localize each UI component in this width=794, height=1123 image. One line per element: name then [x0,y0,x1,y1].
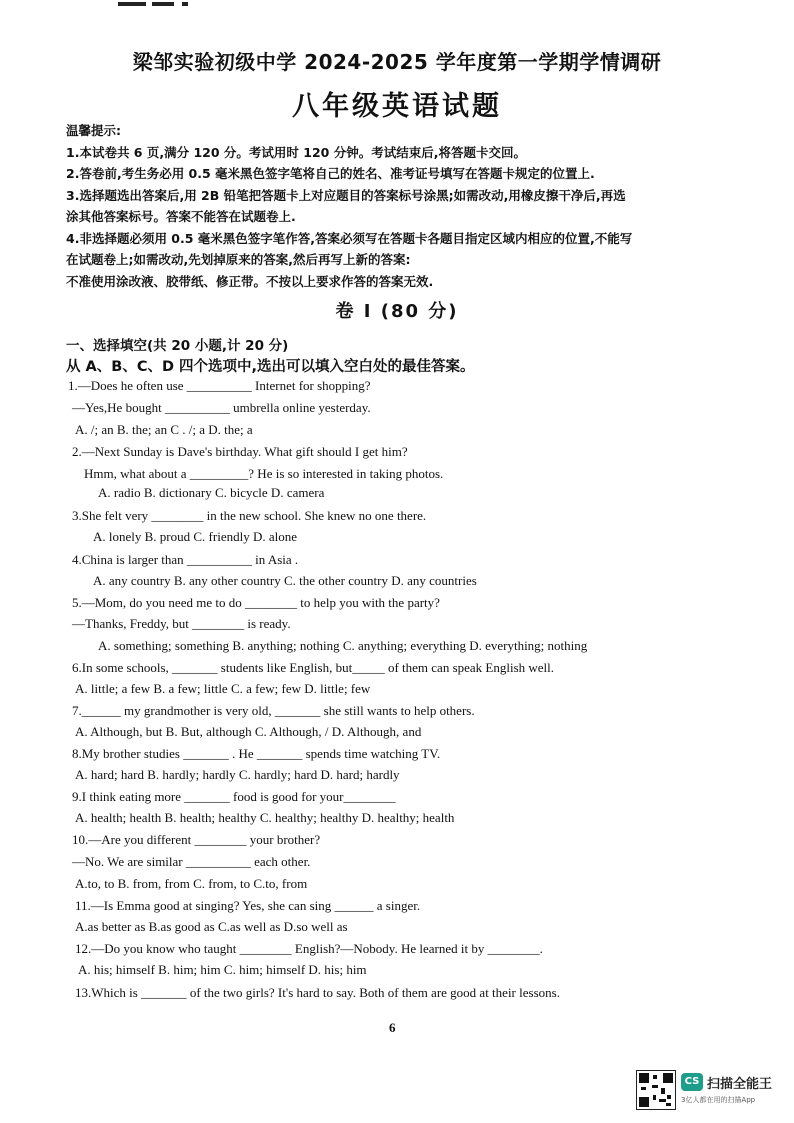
question-line: 11.—Is Emma good at singing? Yes, she can sing ______ a singer. [75,898,421,913]
answer-options: A. hard; hard B. hardly; hardly C. hardly; hard D. hard; hardly [75,767,400,782]
exam-title: 八年级英语试题 [292,91,502,122]
answer-options: A. little; a few B. a few; little C. a few; few D. little; few [75,681,371,696]
scanner-tagline: 3亿人都在用的扫描App [681,1096,756,1104]
question-line: 12.—Do you know who taught ________ English?—Nobody. He learned it by ________. [75,941,543,956]
page-number: 6 [389,1020,396,1035]
question-line: 8.My brother studies _______ . He _______ spends time watching TV. [72,746,441,761]
question-line: —Yes,He bought __________ umbrella online yesterday. [72,400,371,415]
note-line: 1.本试卷共 6 页,满分 120 分。考试用时 120 分钟。考试结束后,将答题卡交回。 [66,144,526,160]
answer-options: A. lonely B. proud C. friendly D. alone [93,529,297,544]
question-line: —No. We are similar __________ each other. [72,854,311,869]
school-title: 梁邹实验初级中学 2024-2025 学年度第一学期学情调研 [132,50,662,74]
answer-options: A. /; an B. the; an C . /; a D. the; a [75,422,253,437]
answer-options: A. something; something B. anything; nothing C. anything; everything D. everything; nothing [98,638,588,653]
notes-heading: 温馨提示: [66,123,121,138]
question-line: 4.China is larger than __________ in Asia . [72,552,299,567]
qr-code-icon [636,1070,676,1110]
note-line: 在试题卷上;如需改动,先划掉原来的答案,然后再写上新的答案: [66,252,411,267]
question-line: 13.Which is _______ of the two girls? It's hard to say. Both of them are good at their lessons. [75,985,560,1000]
question-line: —Thanks, Freddy, but ________ is ready. [72,616,291,631]
answer-options: A. his; himself B. him; him C. him; himself D. his; him [78,962,367,977]
question-line: 10.—Are you different ________ your brother? [72,832,321,847]
answer-options: A. any country B. any other country C. the other country D. any countries [93,573,477,588]
note-line: 2.答卷前,考生务必用 0.5 毫米黑色签字笔将自己的姓名、准考证号填写在答题卡规定的位置上. [66,166,595,181]
answer-options: A. radio B. dictionary C. bicycle D. camera [98,485,325,500]
answer-options: A.as better as B.as good as C.as well as D.so well as [75,919,348,934]
note-line: 涂其他答案标号。答案不能答在试题卷上. [66,209,296,224]
section-heading: 一、选择填空(共 20 小题,计 20 分) [66,338,289,354]
question-line: 1.—Does he often use __________ Internet for shopping? [68,378,371,393]
question-line: 7.______ my grandmother is very old, _______ she still wants to help others. [72,703,475,718]
question-line: 3.She felt very ________ in the new school. She knew no one there. [72,508,427,523]
question-line: 5.—Mom, do you need me to do ________ to help you with the party? [72,595,440,610]
question-line: Hmm, what about a _________? He is so interested in taking photos. [84,466,444,481]
note-line: 不准使用涂改液、胶带纸、修正带。不按以上要求作答的答案无效. [66,273,434,289]
camscanner-logo-icon: CS [681,1073,703,1091]
section-instruction: 从 A、B、C、D 四个选项中,选出可以填入空白处的最佳答案。 [66,359,475,375]
answer-options: A. health; health B. health; healthy C. healthy; healthy D. healthy; health [75,810,455,825]
volume-title: 卷 I (80 分) [335,301,459,322]
answer-options: A. Although, but B. But, although C. Although, / D. Although, and [75,724,422,739]
scanner-watermark [636,1070,786,1112]
question-line: 9.I think eating more _______ food is good for your________ [72,789,396,804]
answer-options: A.to, to B. from, from C. from, to C.to, from [75,876,308,891]
note-line: 3.选择题选出答案后,用 2B 铅笔把答题卡上对应题目的答案标号涂黑;如需改动,用橡皮擦干净后,再选 [66,187,626,203]
scanner-app-name: 扫描全能王 [707,1077,773,1092]
note-line: 4.非选择题必须用 0.5 毫米黑色签字笔作答,答案必须写在答题卡各题目指定区域内相应的位置,不能写 [66,230,633,246]
question-line: 2.—Next Sunday is Dave's birthday. What gift should I get him? [72,444,408,459]
question-line: 6.In some schools, _______ students like English, but_____ of them can speak English well. [72,660,555,675]
